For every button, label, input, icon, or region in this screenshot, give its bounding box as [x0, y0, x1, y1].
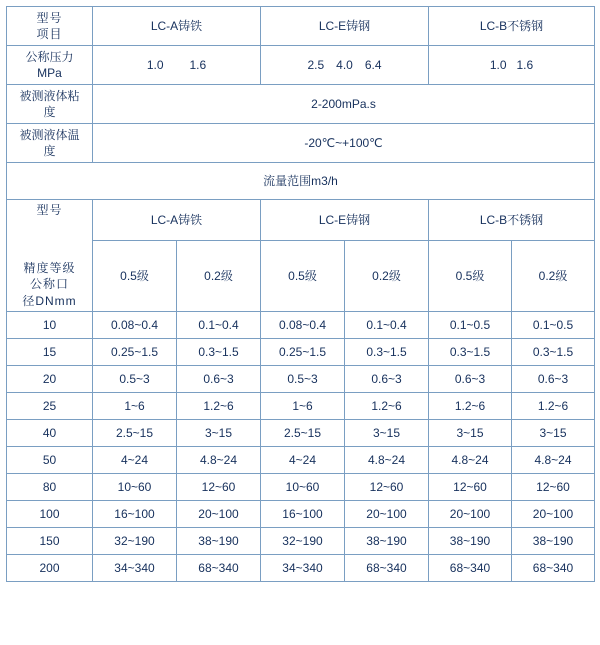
flow-value: 38~190 [345, 527, 429, 554]
pressure-value: 1.6 [516, 57, 534, 72]
flow-value: 0.08~0.4 [93, 311, 177, 338]
table-row-viscosity [7, 85, 595, 124]
flow-value: 20~100 [345, 500, 429, 527]
model2-header-cast-steel: LC-E铸钢 [261, 200, 429, 241]
table-row [7, 392, 595, 419]
flow-value: 12~60 [177, 473, 261, 500]
flow-value: 0.6~3 [512, 365, 595, 392]
corner-header-cell [7, 7, 93, 46]
pressure-value: 1.6 [189, 57, 207, 72]
flow-value: 3~15 [512, 419, 595, 446]
flow-value: 38~190 [177, 527, 261, 554]
flow-value: 1.2~6 [177, 392, 261, 419]
row-label-nominal-pressure-line2: MPa [37, 66, 62, 80]
flow-value: 12~60 [512, 473, 595, 500]
flow-value: 4~24 [261, 446, 345, 473]
flow-value: 0.3~1.5 [177, 338, 261, 365]
table-row-second-model-header [7, 200, 595, 241]
pressure-value: 6.4 [364, 57, 382, 72]
flow-value: 32~190 [261, 527, 345, 554]
pressure-values-cast-iron [93, 46, 261, 85]
dn-value: 80 [7, 473, 93, 500]
dn-value: 15 [7, 338, 93, 365]
dn-value: 150 [7, 527, 93, 554]
pressure-values-cast-steel [261, 46, 429, 85]
pressure-value: 1.0 [489, 57, 507, 72]
model2-header-cast-iron: LC-A铸铁 [93, 200, 261, 241]
model-header-cast-iron: LC-A铸铁 [93, 7, 261, 46]
flow-value: 68~340 [512, 554, 595, 581]
accuracy-corner-cell [7, 200, 93, 312]
flow-value: 4~24 [93, 446, 177, 473]
dn-value: 100 [7, 500, 93, 527]
flow-value: 0.1~0.5 [512, 311, 595, 338]
dn-value: 40 [7, 419, 93, 446]
dn-value: 50 [7, 446, 93, 473]
flow-value: 16~100 [261, 500, 345, 527]
accuracy-grade-cell: 0.2级 [345, 241, 429, 312]
accuracy-grade-cell: 0.5级 [93, 241, 177, 312]
flow-value: 38~190 [512, 527, 595, 554]
flow-value: 1.2~6 [429, 392, 512, 419]
flow-value: 68~340 [345, 554, 429, 581]
flow-value: 3~15 [177, 419, 261, 446]
flow-value: 10~60 [93, 473, 177, 500]
flow-value: 4.8~24 [177, 446, 261, 473]
model-header-cast-steel: LC-E铸钢 [261, 7, 429, 46]
accuracy-label-line3: 径DNmm [22, 293, 77, 308]
flow-value: 4.8~24 [429, 446, 512, 473]
flow-value: 0.3~1.5 [345, 338, 429, 365]
accuracy-label-line1: 精度等级 [23, 261, 76, 276]
row-label-temperature-line2: 度 [43, 144, 56, 158]
pressure-values-stainless [429, 46, 595, 85]
viscosity-value: 2-200mPa.s [93, 85, 595, 124]
row-label-viscosity [7, 85, 93, 124]
pressure-value: 1.0 [146, 57, 164, 72]
flow-value: 0.6~3 [429, 365, 512, 392]
row-label-viscosity-line1: 被测液体粘 [19, 88, 80, 103]
flow-value: 2.5~15 [93, 419, 177, 446]
flow-value: 20~100 [429, 500, 512, 527]
flow-value: 20~100 [512, 500, 595, 527]
flow-value: 12~60 [345, 473, 429, 500]
corner-header-bottom: 项目 [36, 27, 63, 41]
flow-value: 0.3~1.5 [512, 338, 595, 365]
table-row [7, 473, 595, 500]
flow-value: 20~100 [177, 500, 261, 527]
flow-value: 0.1~0.5 [429, 311, 512, 338]
flow-value: 0.1~0.4 [177, 311, 261, 338]
dn-value: 25 [7, 392, 93, 419]
flow-value: 0.3~1.5 [429, 338, 512, 365]
flow-value: 4.8~24 [512, 446, 595, 473]
temperature-value: -20℃~+100℃ [93, 124, 595, 163]
flow-value: 3~15 [345, 419, 429, 446]
flow-value: 16~100 [93, 500, 177, 527]
flow-value: 1.2~6 [345, 392, 429, 419]
table-row [7, 365, 595, 392]
accuracy-grade-cell: 0.5级 [429, 241, 512, 312]
flow-value: 3~15 [429, 419, 512, 446]
table-row-temperature [7, 124, 595, 163]
table-row [7, 446, 595, 473]
flow-value: 12~60 [429, 473, 512, 500]
flow-value: 1.2~6 [512, 392, 595, 419]
flow-value: 68~340 [177, 554, 261, 581]
table-row [7, 338, 595, 365]
row-label-nominal-pressure [7, 46, 93, 85]
flow-value: 0.5~3 [261, 365, 345, 392]
row-label-temperature-line1: 被测液体温 [19, 127, 80, 142]
flow-value: 0.25~1.5 [93, 338, 177, 365]
dn-value: 10 [7, 311, 93, 338]
flow-value: 34~340 [261, 554, 345, 581]
accuracy-label-line2: 公称口 [29, 277, 69, 292]
flow-value: 0.25~1.5 [261, 338, 345, 365]
accuracy-corner-line1: 型号 [36, 203, 63, 217]
table-row-model-header [7, 7, 595, 46]
flow-value: 32~190 [93, 527, 177, 554]
corner-header-top: 型号 [36, 10, 63, 25]
flow-value: 68~340 [429, 554, 512, 581]
dn-value: 200 [7, 554, 93, 581]
table-row-flow-range-title [7, 163, 595, 200]
accuracy-grade-cell: 0.5级 [261, 241, 345, 312]
flow-value: 0.1~0.4 [345, 311, 429, 338]
table-row [7, 311, 595, 338]
flow-value: 2.5~15 [261, 419, 345, 446]
table-row [7, 554, 595, 581]
table-row [7, 500, 595, 527]
row-label-temperature [7, 124, 93, 163]
flow-value: 0.08~0.4 [261, 311, 345, 338]
flow-value: 34~340 [93, 554, 177, 581]
model-header-stainless: LC-B不锈钢 [429, 7, 595, 46]
model2-header-stainless: LC-B不锈钢 [429, 200, 595, 241]
flow-value: 1~6 [261, 392, 345, 419]
table-row-accuracy-grades [7, 241, 595, 312]
table-row [7, 527, 595, 554]
flow-value: 0.5~3 [93, 365, 177, 392]
flow-value: 0.6~3 [177, 365, 261, 392]
pressure-value: 2.5 [307, 57, 325, 72]
table-row-nominal-pressure [7, 46, 595, 85]
flow-value: 0.6~3 [345, 365, 429, 392]
flow-value: 10~60 [261, 473, 345, 500]
accuracy-grade-cell: 0.2级 [177, 241, 261, 312]
dn-value: 20 [7, 365, 93, 392]
row-label-nominal-pressure-line1: 公称压力 [25, 49, 74, 64]
row-label-viscosity-line2: 度 [43, 105, 56, 119]
table-row [7, 419, 595, 446]
accuracy-grade-cell: 0.2级 [512, 241, 595, 312]
pressure-value: 4.0 [336, 57, 353, 72]
specification-table [6, 6, 595, 582]
flow-value: 4.8~24 [345, 446, 429, 473]
flow-range-title: 流量范围m3/h [7, 163, 595, 200]
flow-value: 38~190 [429, 527, 512, 554]
flow-value: 1~6 [93, 392, 177, 419]
